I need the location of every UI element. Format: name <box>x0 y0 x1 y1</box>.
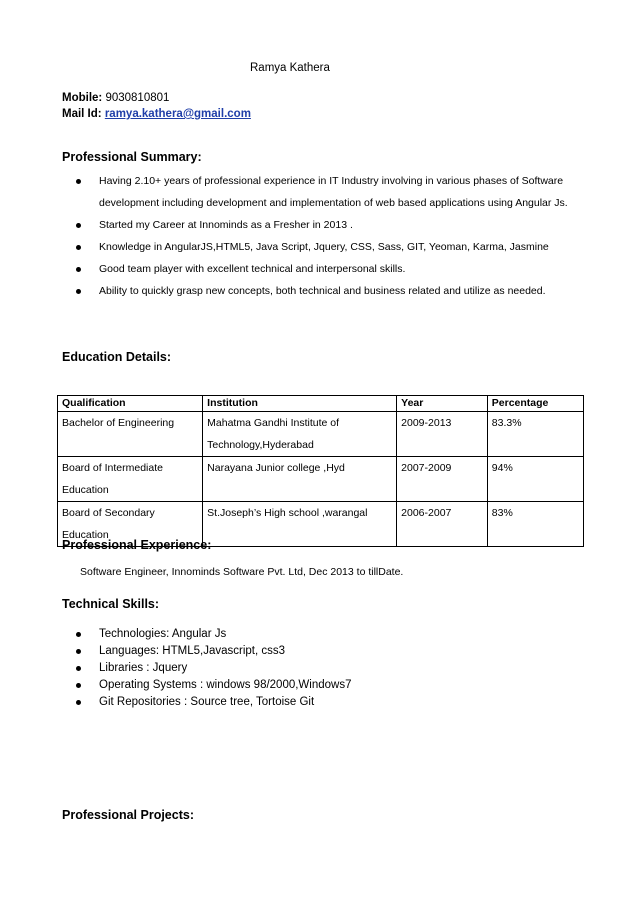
table-header-row <box>58 396 584 412</box>
table-cell: St.Joseph’s High school ,warangal <box>203 502 397 547</box>
experience-text: Software Engineer, Innominds Software Pvt. Ltd, Dec 2013 to tillDate. <box>80 566 404 578</box>
table-cell: 2009-2013 <box>397 412 488 457</box>
skills-heading: Technical Skills: <box>62 597 160 611</box>
summary-item: Ability to quickly grasp new concepts, both technical and business related and utilize as needed. <box>74 280 594 302</box>
projects-heading: Professional Projects: <box>62 808 194 822</box>
mail-label: Mail Id: <box>62 108 102 120</box>
experience-heading: Professional Experience: <box>62 538 212 552</box>
mobile-label: Mobile: <box>62 92 103 104</box>
education-heading: Education Details: <box>62 350 172 364</box>
mobile-number: 9030810801 <box>105 92 170 104</box>
table-row <box>58 412 584 457</box>
summary-item: Having 2.10+ years of professional experience in IT Industry involving in various phases of Software development including development and implementation of web based applications using Angular Js. <box>74 170 594 214</box>
contact-block <box>62 90 251 122</box>
table-cell: Board of Intermediate Education <box>58 457 203 502</box>
table-cell: 2007-2009 <box>397 457 488 502</box>
skill-item: Technologies: Angular Js <box>74 626 594 643</box>
education-table <box>57 395 584 547</box>
skill-item: Languages: HTML5,Javascript, css3 <box>74 643 594 660</box>
table-row <box>58 457 584 502</box>
column-header: Qualification <box>58 396 203 412</box>
mail-line <box>62 106 251 122</box>
table-cell: Mahatma Gandhi Institute of Technology,Hyderabad <box>203 412 397 457</box>
skill-item: Git Repositories : Source tree, Tortoise Git <box>74 694 594 711</box>
skill-item: Operating Systems : windows 98/2000,Windows7 <box>74 677 594 694</box>
column-header: Institution <box>203 396 397 412</box>
summary-heading: Professional Summary: <box>62 150 202 164</box>
table-cell: Bachelor of Engineering <box>58 412 203 457</box>
column-header: Year <box>397 396 488 412</box>
table-cell: 83% <box>487 502 583 547</box>
skills-list <box>74 626 594 711</box>
column-header: Percentage <box>487 396 583 412</box>
table-cell: 83.3% <box>487 412 583 457</box>
summary-item: Good team player with excellent technical and interpersonal skills. <box>74 258 594 280</box>
candidate-name: Ramya Kathera <box>250 62 330 74</box>
table-cell: Board of Secondary Education <box>58 502 203 547</box>
table-cell: 94% <box>487 457 583 502</box>
table-cell: Narayana Junior college ,Hyd <box>203 457 397 502</box>
summary-item: Knowledge in AngularJS,HTML5, Java Script, Jquery, CSS, Sass, GIT, Yeoman, Karma, Jasmine <box>74 236 594 258</box>
mobile-line <box>62 90 251 106</box>
summary-item: Started my Career at Innominds as a Fresher in 2013 . <box>74 214 594 236</box>
table-cell: 2006-2007 <box>397 502 488 547</box>
skill-item: Libraries : Jquery <box>74 660 594 677</box>
email-link[interactable]: ramya.kathera@gmail.com <box>104 108 251 120</box>
summary-list <box>74 170 594 302</box>
